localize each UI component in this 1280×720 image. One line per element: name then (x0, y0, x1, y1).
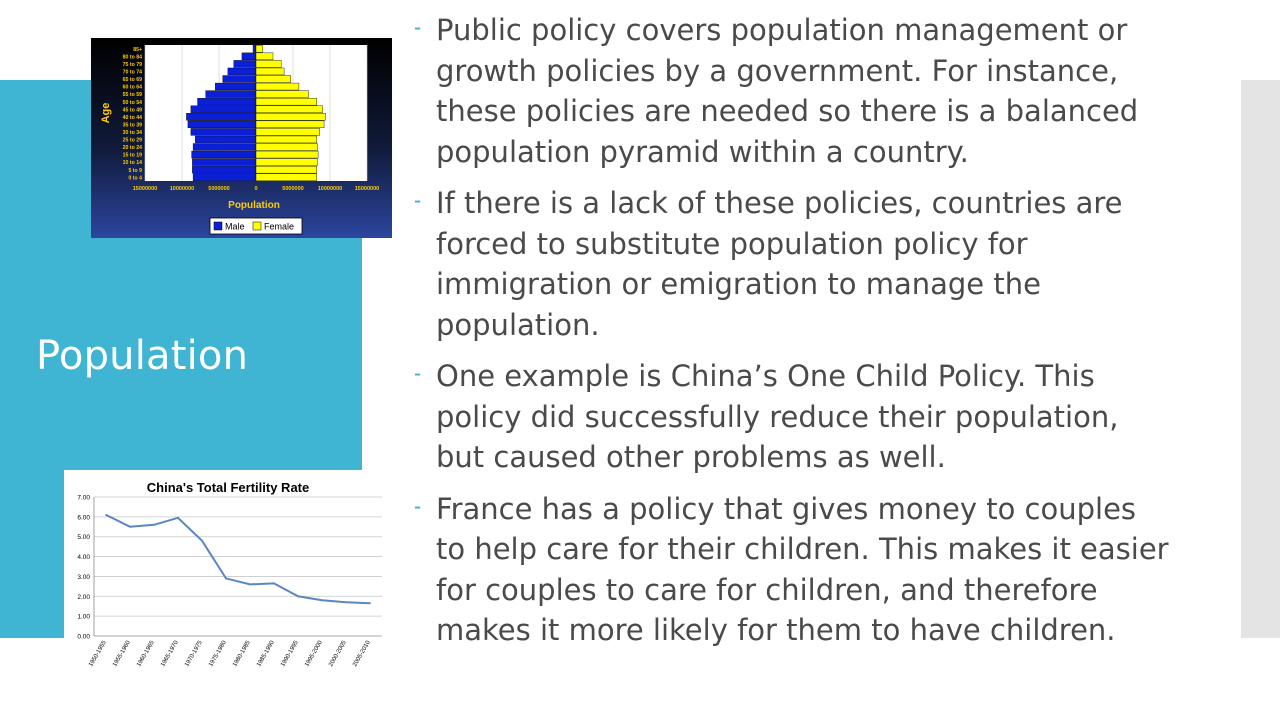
legend-female-swatch (253, 222, 261, 230)
fertility-data-point (153, 524, 155, 526)
pyramid-male-bar (192, 159, 256, 166)
fertility-data-point (225, 578, 227, 580)
fertility-x-tick-label: 1990-1995 (280, 640, 300, 668)
pyramid-age-label: 60 to 64 (122, 84, 142, 91)
fertility-y-tick-label: 2.00 (77, 593, 90, 601)
pyramid-male-bar (206, 91, 256, 98)
pyramid-male-bar (234, 60, 256, 67)
pyramid-female-bar (256, 166, 317, 173)
pyramid-male-bar (215, 83, 256, 90)
fertility-y-tick-label: 6.00 (77, 514, 90, 522)
pyramid-age-label: 70 to 74 (122, 69, 142, 76)
pyramid-age-label: 10 to 14 (122, 160, 142, 167)
fertility-y-tick-label: 1.00 (77, 613, 90, 621)
pyramid-age-label: 40 to 44 (122, 114, 142, 121)
pyramid-age-label: 85+ (133, 46, 142, 53)
pyramid-male-bar (228, 68, 256, 75)
bullet-text: France has a policy that gives money to couples to help care for their children. This makes it easier for couples to care for children, and therefore makes it more likely for them to have children. (436, 491, 1169, 647)
population-pyramid-chart (91, 38, 392, 238)
fertility-rate-line (106, 515, 370, 603)
pyramid-female-bar (256, 174, 317, 181)
pyramid-age-label: 75 to 79 (122, 62, 142, 69)
pyramid-female-bar (256, 144, 317, 151)
pyramid-x-tick-label: 10000000 (317, 186, 343, 192)
pyramid-female-bar (256, 151, 318, 158)
pyramid-female-bar (256, 91, 309, 98)
fertility-y-tick-label: 7.00 (77, 494, 90, 502)
fertility-x-tick-label: 1980-1985 (232, 640, 252, 668)
bullet-item (413, 183, 1173, 345)
fertility-data-point (249, 583, 251, 585)
fertility-data-point (201, 540, 203, 542)
pyramid-female-bar (256, 68, 284, 75)
pyramid-age-label: 35 to 39 (122, 122, 142, 129)
bullet-item (413, 10, 1173, 172)
fertility-data-point (297, 595, 299, 597)
fertility-x-tick-label: 1985-1990 (256, 640, 276, 668)
bullet-item (413, 356, 1173, 478)
pyramid-female-bar (256, 76, 291, 83)
fertility-x-tick-label: 2005-2010 (352, 640, 372, 668)
pyramid-female-bar (256, 136, 317, 143)
bullet-text: One example is China’s One Child Policy. This policy did successfully reduce their population, but caused other problems as well. (436, 359, 1119, 474)
pyramid-age-label: 0 to 4 (128, 175, 142, 182)
pyramid-male-bar (193, 174, 256, 181)
pyramid-y-axis-label: Age (100, 102, 112, 124)
pyramid-x-tick-label: 15000000 (132, 186, 158, 192)
bullet-list (413, 10, 1173, 662)
fertility-y-tick-label: 4.00 (77, 554, 90, 562)
pyramid-x-tick-label: 10000000 (169, 186, 195, 192)
bullet-text: Public policy covers population management or growth policies by a government. For instance, these policies are needed so there is a balanced population pyramid within a country. (436, 13, 1139, 169)
pyramid-age-label: 25 to 29 (122, 137, 142, 144)
fertility-data-point (177, 517, 179, 519)
pyramid-age-label: 5 to 9 (128, 167, 142, 174)
pyramid-female-bar (256, 106, 323, 113)
bullet-marker-icon: ⁃ (413, 365, 422, 386)
pyramid-x-axis-label: Population (228, 200, 280, 211)
pyramid-legend (210, 218, 302, 234)
pyramid-age-label: 80 to 84 (122, 54, 142, 61)
pyramid-age-label: 30 to 34 (122, 130, 142, 137)
pyramid-male-bar (253, 45, 256, 52)
bullet-text: If there is a lack of these policies, countries are forced to substitute population policy for immigration or emigration to manage the population. (436, 186, 1123, 342)
pyramid-age-label: 50 to 54 (122, 99, 142, 106)
bullet-marker-icon: ⁃ (413, 19, 422, 40)
fertility-x-tick-label: 1950-1955 (88, 640, 108, 668)
pyramid-female-bar (256, 83, 299, 90)
fertility-y-tick-label: 0.00 (77, 633, 90, 641)
fertility-y-tick-label: 3.00 (77, 573, 90, 581)
pyramid-age-label: 20 to 24 (122, 145, 142, 152)
pyramid-age-label: 65 to 69 (122, 77, 142, 84)
pyramid-female-bar (256, 53, 273, 60)
pyramid-male-bar (192, 166, 256, 173)
fertility-data-point (321, 599, 323, 601)
fertility-y-tick-label: 5.00 (77, 534, 90, 542)
fertility-x-tick-label: 1965-1970 (160, 640, 180, 668)
legend-male-label: Male (225, 221, 245, 232)
right-accent-strip (1241, 80, 1280, 638)
pyramid-male-bar (191, 128, 256, 135)
pyramid-male-bar (186, 113, 256, 120)
fertility-data-point (369, 602, 371, 604)
fertility-x-tick-label: 1970-1975 (184, 640, 204, 668)
legend-male-swatch (214, 222, 222, 230)
pyramid-female-bar (256, 45, 263, 52)
fertility-data-point (273, 582, 275, 584)
fertility-chart-title: China's Total Fertility Rate (146, 480, 310, 495)
fertility-x-tick-label: 1955-1960 (112, 640, 132, 668)
pyramid-x-tick-label: 5000000 (282, 186, 304, 192)
bullet-item (413, 489, 1173, 651)
bullet-marker-icon: ⁃ (413, 192, 422, 213)
pyramid-male-bar (242, 53, 256, 60)
legend-female-label: Female (264, 221, 295, 232)
fertility-x-tick-label: 1975-1980 (208, 640, 228, 668)
pyramid-male-bar (191, 106, 256, 113)
fertility-x-tick-label: 1995-2000 (304, 640, 324, 668)
pyramid-female-bar (256, 121, 324, 128)
pyramid-male-bar (198, 98, 256, 105)
pyramid-female-bar (256, 159, 317, 166)
pyramid-female-bar (256, 60, 281, 67)
fertility-x-tick-label: 2000-2005 (328, 640, 348, 668)
pyramid-male-bar (188, 121, 256, 128)
pyramid-age-label: 15 to 19 (122, 152, 142, 159)
pyramid-female-bar (256, 98, 317, 105)
fertility-rate-chart (64, 470, 392, 695)
pyramid-male-bar (223, 76, 256, 83)
fertility-data-point (129, 526, 131, 528)
pyramid-male-bar (195, 136, 256, 143)
fertility-data-point (105, 514, 107, 516)
fertility-x-tick-label: 1960-1965 (136, 640, 156, 668)
pyramid-male-bar (192, 151, 256, 158)
bullet-marker-icon: ⁃ (413, 497, 422, 519)
pyramid-age-label: 45 to 49 (122, 107, 142, 114)
pyramid-male-bar (193, 144, 256, 151)
pyramid-female-bar (256, 128, 320, 135)
pyramid-x-tick-label: 15000000 (354, 186, 380, 192)
fertility-data-point (345, 601, 347, 603)
slide-title: Population (36, 333, 249, 379)
pyramid-x-tick-label: 5000000 (208, 186, 230, 192)
pyramid-age-label: 55 to 59 (122, 92, 142, 99)
pyramid-female-bar (256, 113, 326, 120)
pyramid-x-tick-label: 0 (254, 186, 258, 192)
